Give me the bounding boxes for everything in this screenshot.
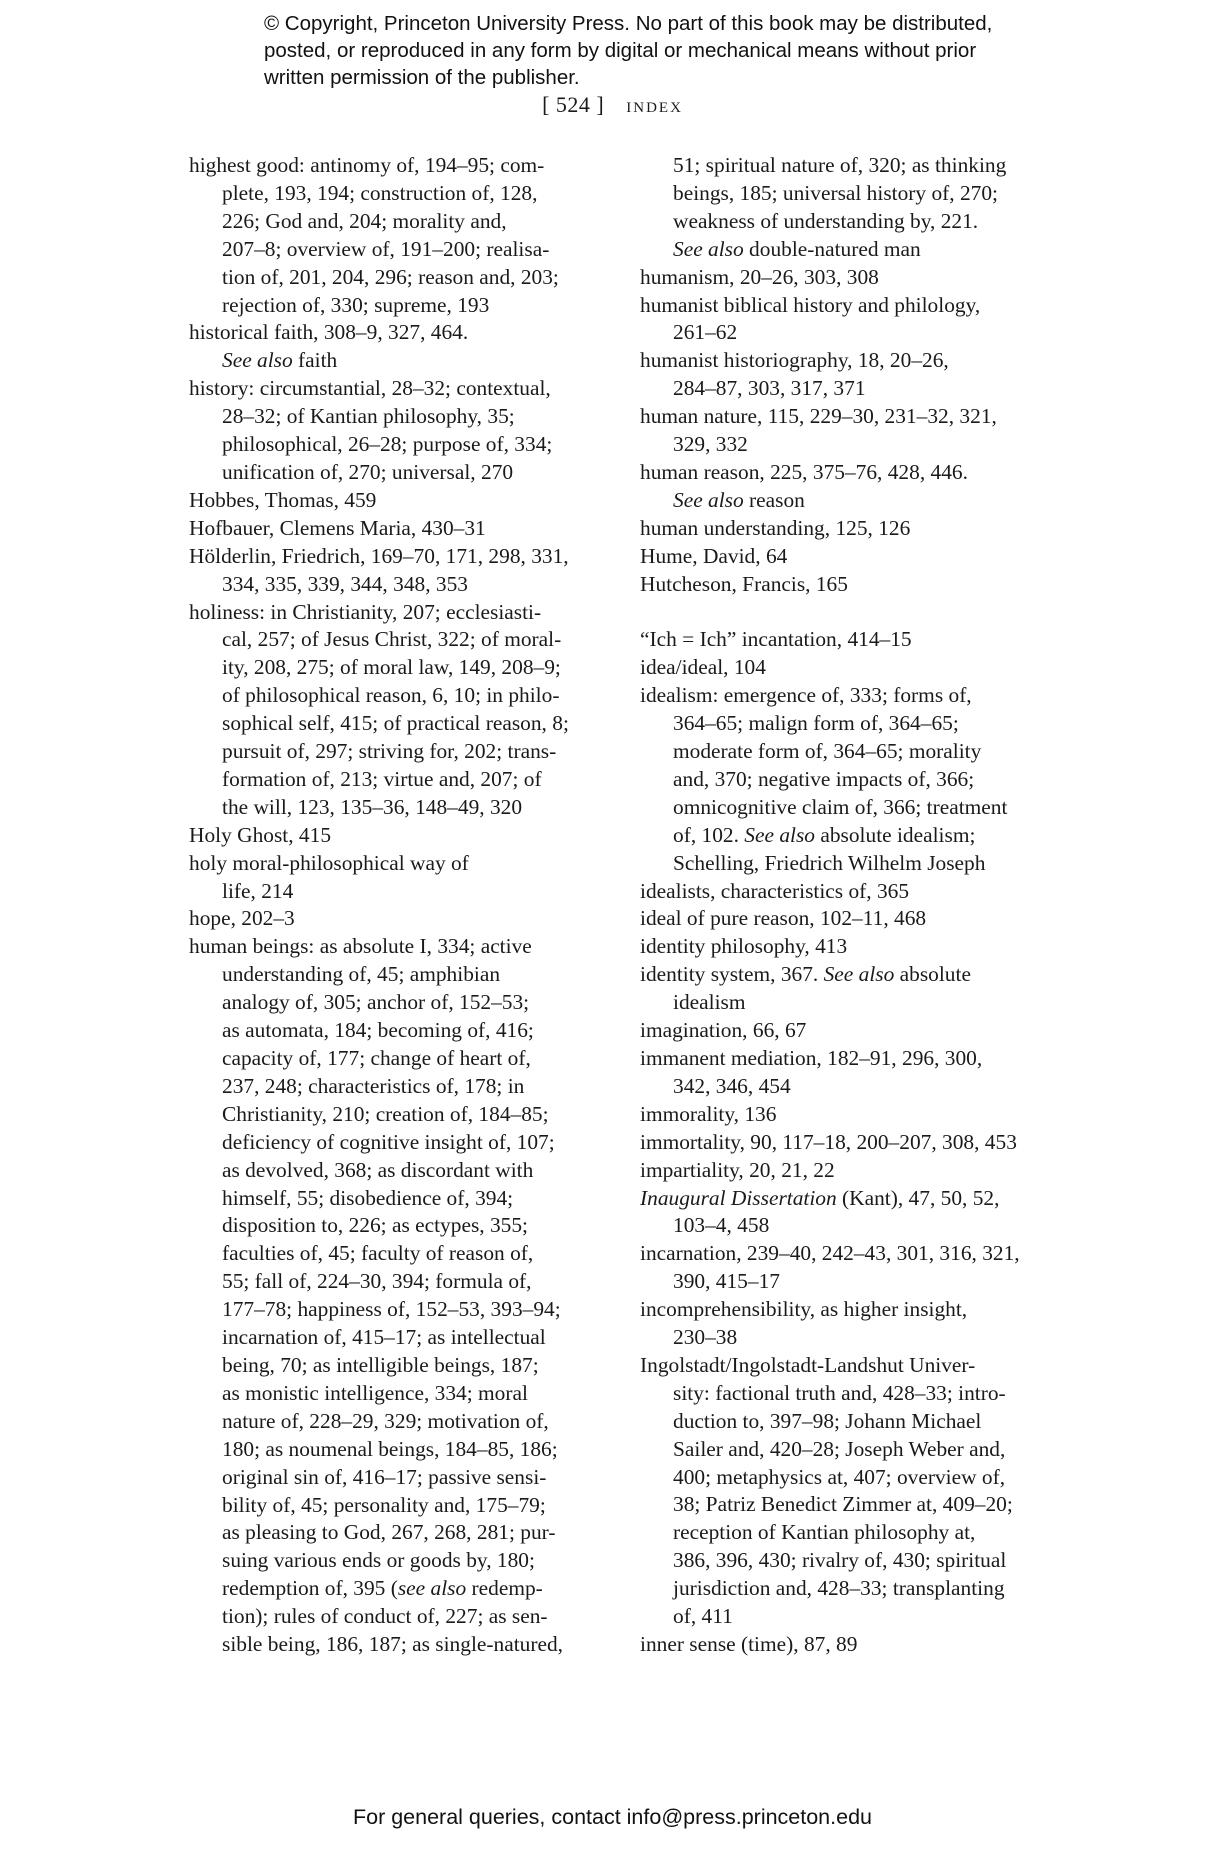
index-entry-line: 237, 248; characteristics of, 178; in (222, 1073, 525, 1098)
index-entry-line: Hölderlin, Friedrich, 169–70, 171, 298, 331, (189, 543, 569, 568)
index-entry-line: suing various ends or goods by, 180; (222, 1548, 535, 1573)
index-entry-line: sophical self, 415; of practical reason, 8; (222, 711, 569, 736)
index-entry-line: 55; fall of, 224–30, 394; formula of, (222, 1269, 532, 1294)
index-entry-line: historical faith, 308–9, 327, 464. (189, 320, 469, 345)
index-entry-line: as devolved, 368; as discordant with (222, 1157, 534, 1182)
index-entry-line: incarnation of, 415–17; as intellectual (222, 1325, 546, 1350)
index-entry (640, 264, 1070, 292)
index-entry (640, 1185, 1070, 1241)
index-entry (189, 515, 609, 543)
index-entry-line: 342, 346, 454 (673, 1073, 791, 1098)
index-entry (189, 905, 609, 933)
index-entry-line: human nature, 115, 229–30, 231–32, 321, (640, 404, 997, 429)
index-entry (640, 1296, 1070, 1352)
index-entry-line: rejection of, 330; supreme, 193 (222, 292, 490, 317)
index-entry-line: omnicognitive claim of, 366; treatment (673, 794, 1008, 819)
index-entry-line: imagination, 66, 67 (640, 1018, 807, 1043)
index-entry (640, 571, 1070, 599)
index-entry-line: as automata, 184; becoming of, 416; (222, 1018, 534, 1043)
index-entry (640, 403, 1070, 459)
copyright-notice: © Copyright, Princeton University Press. No part of this book may be distributed, posted, or reproduced in any form by digital or mechanical means without prior written permission of the publisher. (264, 12, 993, 89)
index-entry-line: moderate form of, 364–65; morality (673, 739, 982, 764)
index-entry (640, 292, 1070, 348)
index-entry-line: humanism, 20–26, 303, 308 (640, 264, 879, 289)
index-entry-line: redemption of, 395 (see also redemp- (222, 1576, 543, 1601)
index-entry-line: idealists, characteristics of, 365 (640, 878, 910, 903)
index-entry-line: Ingolstadt/Ingolstadt-Landshut Univer- (640, 1352, 976, 1377)
index-entry-line: of, 411 (673, 1604, 733, 1629)
index-entry-line: of philosophical reason, 6, 10; in philo- (222, 683, 560, 708)
index-entry (640, 961, 1070, 1017)
running-head (0, 92, 1225, 118)
index-entry-line: 230–38 (673, 1325, 738, 1350)
index-entry-line: 177–78; happiness of, 152–53, 393–94; (222, 1297, 561, 1322)
index-entry-line: 226; God and, 204; morality and, (222, 208, 507, 233)
index-entry-line: weakness of understanding by, 221. (673, 208, 979, 233)
index-entry-line: tion); rules of conduct of, 227; as sen- (222, 1604, 548, 1629)
index-entry (640, 1101, 1070, 1129)
index-entry-line: bility of, 45; personality and, 175–79; (222, 1492, 546, 1517)
index-entry (189, 319, 609, 375)
index-entry-line: 38; Patriz Benedict Zimmer at, 409–20; (673, 1492, 1013, 1517)
index-entry-line: original sin of, 416–17; passive sensi- (222, 1464, 547, 1489)
page-number: [ 524 ] (542, 92, 605, 117)
index-entry-line: 284–87, 303, 317, 371 (673, 376, 866, 401)
index-entry-line: himself, 55; disobedience of, 394; (222, 1185, 514, 1210)
index-entry (640, 1045, 1070, 1101)
index-entry-line: and, 370; negative impacts of, 366; (673, 766, 975, 791)
index-entry (189, 375, 609, 487)
index-entry-line: Holy Ghost, 415 (189, 822, 332, 847)
index-entry-line: identity philosophy, 413 (640, 934, 848, 959)
index-entry-line: faculties of, 45; faculty of reason of, (222, 1241, 534, 1266)
index-entry (640, 1129, 1070, 1157)
index-entry-line: See also reason (673, 487, 805, 512)
index-entry-line: Schelling, Friedrich Wilhelm Joseph (673, 850, 986, 875)
index-entry-line: of, 102. See also absolute idealism; (673, 822, 976, 847)
index-entry-line: Hutcheson, Francis, 165 (640, 571, 848, 596)
index-entry-line: history: circumstantial, 28–32; contextual, (189, 376, 551, 401)
index-entry-line: jurisdiction and, 428–33; transplanting (673, 1576, 1005, 1601)
index-entry-line: ity, 208, 275; of moral law, 149, 208–9; (222, 655, 561, 680)
index-entry-line: human understanding, 125, 126 (640, 515, 911, 540)
index-entry-line: ideal of pure reason, 102–11, 468 (640, 906, 927, 931)
index-entry-line: plete, 193, 194; construction of, 128, (222, 180, 538, 205)
index-entry-line: identity system, 367. See also absolute (640, 962, 971, 987)
index-entry-line: beings, 185; universal history of, 270; (673, 180, 998, 205)
index-entry-line: immortality, 90, 117–18, 200–207, 308, 453 (640, 1129, 1017, 1154)
index-entry-line: human beings: as absolute I, 334; active (189, 934, 532, 959)
index-entry-line: idealism: emergence of, 333; forms of, (640, 683, 972, 708)
index-entry-line: 207–8; overview of, 191–200; realisa- (222, 236, 550, 261)
index-entry-line: 180; as noumenal beings, 184–85, 186; (222, 1436, 558, 1461)
index-entry-line: 28–32; of Kantian philosophy, 35; (222, 404, 515, 429)
index-entry-line: nature of, 228–29, 329; motivation of, (222, 1408, 549, 1433)
index-column-right (640, 152, 1070, 1659)
index-entry-line: idealism (673, 990, 746, 1015)
index-entry (640, 1631, 1070, 1659)
index-entry-line: 261–62 (673, 320, 738, 345)
index-entry (640, 933, 1070, 961)
index-entry (189, 850, 609, 906)
index-entry-line: duction to, 397–98; Johann Michael (673, 1408, 982, 1433)
index-entry-line: humanist historiography, 18, 20–26, (640, 348, 949, 373)
index-entry-line: “Ich = Ich” incantation, 414–15 (640, 627, 912, 652)
index-entry-line: Hume, David, 64 (640, 543, 788, 568)
index-entry (640, 459, 1070, 515)
index-entry-line: 51; spiritual nature of, 320; as thinking (673, 153, 1007, 177)
index-entry (189, 599, 609, 822)
index-entry-line: analogy of, 305; anchor of, 152–53; (222, 990, 530, 1015)
index-entry-line: as monistic intelligence, 334; moral (222, 1380, 528, 1405)
index-entry-line: humanist biblical history and philology, (640, 292, 981, 317)
index-entry-line: 400; metaphysics at, 407; overview of, (673, 1464, 1006, 1489)
index-entry-line: See also faith (222, 348, 338, 373)
index-entry (189, 822, 609, 850)
index-entry-line: human reason, 225, 375–76, 428, 446. (640, 459, 968, 484)
index-entry-line: highest good: antinomy of, 194–95; com- (189, 153, 545, 177)
index-entry-line: holy moral-philosophical way of (189, 850, 469, 875)
footer-contact: For general queries, contact info@press.princeton.edu (352, 1805, 872, 1829)
index-entry-line: as pleasing to God, 267, 268, 281; pur- (222, 1520, 556, 1545)
index-entry (189, 487, 609, 515)
index-entry-line: Inaugural Dissertation (Kant), 47, 50, 52, (640, 1185, 1000, 1210)
index-column-left (189, 152, 609, 1659)
index-entry (640, 682, 1070, 877)
index-entry-line: 390, 415–17 (673, 1269, 780, 1294)
index-entry (640, 1157, 1070, 1185)
index-entry-line: understanding of, 45; amphibian (222, 962, 501, 987)
index-entry-line: See also double-natured man (673, 236, 921, 261)
index-entry-line: immanent mediation, 182–91, 296, 300, (640, 1045, 983, 1070)
index-entry (640, 626, 1070, 654)
index-entry-continued (640, 152, 1070, 264)
index-entry (640, 1240, 1070, 1296)
letter-section-gap (640, 599, 1070, 627)
index-entry-line: formation of, 213; virtue and, 207; of (222, 766, 542, 791)
index-entry-line: Sailer and, 420–28; Joseph Weber and, (673, 1436, 1006, 1461)
index-entry-line: Hobbes, Thomas, 459 (189, 487, 377, 512)
index-entry-line: 329, 332 (673, 432, 748, 457)
index-entry-line: holiness: in Christianity, 207; ecclesiasti- (189, 599, 542, 624)
index-entry-line: 386, 396, 430; rivalry of, 430; spiritual (673, 1548, 1007, 1573)
index-entry-line: incomprehensibility, as higher insight, (640, 1297, 968, 1322)
index-entry-line: sible being, 186, 187; as single-natured, (222, 1632, 563, 1657)
index-entry-line: immorality, 136 (640, 1101, 777, 1126)
index-entry-line: 364–65; malign form of, 364–65; (673, 711, 959, 736)
index-entry-line: pursuit of, 297; striving for, 202; trans- (222, 739, 557, 764)
index-entry-line: the will, 123, 135–36, 148–49, 320 (222, 794, 523, 819)
index-entry-line: tion of, 201, 204, 296; reason and, 203; (222, 264, 559, 289)
index-entry-line: reception of Kantian philosophy at, (673, 1520, 976, 1545)
index-entry (640, 515, 1070, 543)
index-entry-line: philosophical, 26–28; purpose of, 334; (222, 432, 553, 457)
index-entry-line: capacity of, 177; change of heart of, (222, 1046, 531, 1070)
index-entry-line: life, 214 (222, 878, 294, 903)
index-entry-line: deficiency of cognitive insight of, 107; (222, 1129, 555, 1154)
index-entry (640, 1352, 1070, 1631)
index-entry-line: inner sense (time), 87, 89 (640, 1632, 858, 1657)
index-entry-line: 334, 335, 339, 344, 348, 353 (222, 571, 468, 596)
index-entry (640, 543, 1070, 571)
index-entry (640, 1017, 1070, 1045)
index-entry (189, 152, 609, 319)
index-entry-line: incarnation, 239–40, 242–43, 301, 316, 321, (640, 1241, 1020, 1266)
index-entry (189, 543, 609, 599)
index-entry-line: disposition to, 226; as ectypes, 355; (222, 1213, 528, 1238)
index-entry-line: sity: factional truth and, 428–33; intro- (673, 1380, 1006, 1405)
index-entry-line: impartiality, 20, 21, 22 (640, 1157, 835, 1182)
index-entry (640, 878, 1070, 906)
index-entry (189, 933, 609, 1659)
index-entry-line: Christianity, 210; creation of, 184–85; (222, 1101, 549, 1126)
index-entry-line: cal, 257; of Jesus Christ, 322; of moral- (222, 627, 562, 652)
index-entry-line: 103–4, 458 (673, 1213, 770, 1238)
index-entry (640, 347, 1070, 403)
index-entry (640, 654, 1070, 682)
index-entry-line: hope, 202–3 (189, 906, 295, 931)
running-head-title: index (626, 92, 683, 117)
index-entry (640, 905, 1070, 933)
index-entry-line: being, 70; as intelligible beings, 187; (222, 1352, 539, 1377)
index-entry-line: idea/ideal, 104 (640, 655, 766, 680)
index-entry-line: Hofbauer, Clemens Maria, 430–31 (189, 515, 486, 540)
index-entry-line: unification of, 270; universal, 270 (222, 459, 514, 484)
